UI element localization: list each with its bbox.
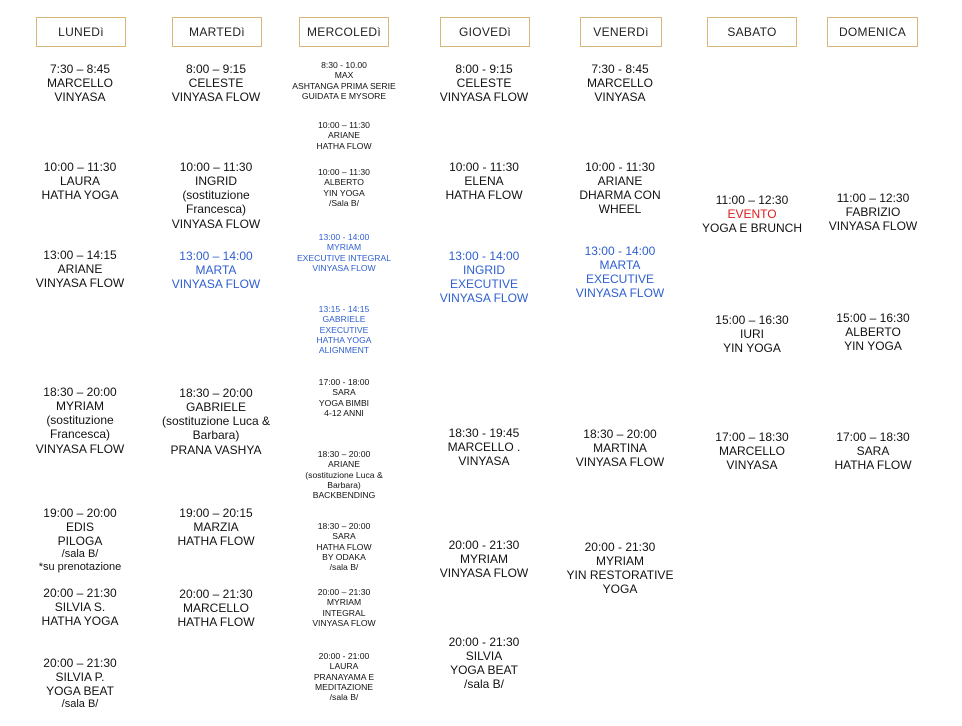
- class-entry: 17:00 – 18:30 MARCELLO VINYASA: [715, 430, 789, 473]
- class-entry: 18:30 – 20:00 ARIANE (sostituzione Luca & Barbara) BACKBENDING: [305, 449, 383, 501]
- class-entry: 7:30 – 8:45 MARCELLO VINYASA: [46, 62, 114, 105]
- class-entry: 10:00 - 11:30 ELENA HATHA FLOW: [445, 160, 523, 203]
- class-entry: 10:00 – 11:30 INGRID (sostituzione Francesca) VINYASA FLOW: [171, 160, 261, 231]
- day-header-venerdi: VENERDì: [580, 17, 662, 47]
- day-header-domenica: DOMENICA: [827, 17, 918, 47]
- day-header-lunedi: LUNEDì: [36, 17, 126, 47]
- class-entry: 10:00 – 11:30 ALBERTO YIN YOGA /Sala B/: [318, 167, 370, 208]
- class-entry: 13:00 – 14:00 MARTA VINYASA FLOW: [171, 249, 261, 292]
- class-entry: 11:00 – 12:30 EVENTO YOGA E BRUNCH: [684, 193, 820, 235]
- class-entry: 18:30 – 20:00 GABRIELE (sostituzione Luca & Barbara) PRANA VASHYA: [161, 386, 271, 457]
- class-entry: 10:00 – 11:30 ARIANE HATHA FLOW: [316, 120, 372, 151]
- class-entry: 18:30 – 20:00 MYRIAM (sostituzione Francesca) VINYASA FLOW: [35, 385, 125, 456]
- class-entry: 13:00 - 14:00 INGRID EXECUTIVE VINYASA FLOW: [439, 249, 529, 306]
- class-entry: 20:00 – 21:30 SILVIA S. HATHA YOGA: [41, 586, 119, 629]
- day-header-giovedi: GIOVEDì: [440, 17, 530, 47]
- day-header-martedi: MARTEDì: [172, 17, 262, 47]
- class-entry: 20:00 - 21:30 MYRIAM VINYASA FLOW: [439, 538, 529, 581]
- class-entry: 19:00 – 20:00 EDIS PILOGA /sala B/ *su prenotazione: [38, 506, 122, 574]
- day-header-mercoledi: MERCOLEDì: [299, 17, 389, 47]
- event-label: EVENTO: [727, 207, 777, 222]
- class-entry: 13:00 - 14:00 MARTA EXECUTIVE VINYASA FLOW: [575, 244, 665, 301]
- class-entry: 20:00 – 21:30 MYRIAM INTEGRAL VINYASA FLOW: [312, 587, 376, 628]
- day-header-sabato: SABATO: [707, 17, 797, 47]
- class-entry: 8:30 - 10.00 MAX ASHTANGA PRIMA SERIE GUIDATA E MYSORE: [292, 60, 396, 101]
- class-entry: 20:00 - 21:30 SILVIA YOGA BEAT /sala B/: [448, 635, 520, 692]
- class-entry: 15:00 – 16:30 ALBERTO YIN YOGA: [836, 311, 910, 354]
- class-entry: 10:00 – 11:30 LAURA HATHA YOGA: [41, 160, 119, 203]
- class-entry: 18:30 – 20:00 SARA HATHA FLOW BY ODAKA /sala B/: [316, 521, 372, 573]
- class-entry: 13:00 - 14:00 MYRIAM EXECUTIVE INTEGRAL VINYASA FLOW: [296, 232, 392, 273]
- class-entry: 13:00 – 14:15 ARIANE VINYASA FLOW: [35, 248, 125, 291]
- class-entry: 11:00 – 12:30 FABRIZIO VINYASA FLOW: [828, 191, 918, 234]
- class-entry: 8:00 – 9:15 CELESTE VINYASA FLOW: [171, 62, 261, 105]
- class-entry: 20:00 - 21:00 LAURA PRANAYAMA E MEDITAZIONE /sala B/: [313, 651, 375, 703]
- class-entry: 17:00 - 18:00 SARA YOGA BIMBI 4-12 ANNI: [318, 377, 370, 418]
- class-entry: 13:15 - 14:15 GABRIELE EXECUTIVE HATHA YOGA ALIGNMENT: [316, 304, 372, 356]
- class-entry: 10:00 - 11:30 ARIANE DHARMA CON WHEEL: [579, 160, 661, 217]
- class-entry: 17:00 – 18:30 SARA HATHA FLOW: [834, 430, 912, 473]
- class-entry: 8:00 - 9:15 CELESTE VINYASA FLOW: [439, 62, 529, 105]
- class-entry: 20:00 – 21:30 MARCELLO HATHA FLOW: [177, 587, 255, 630]
- class-entry: 7:30 - 8:45 MARCELLO VINYASA: [586, 62, 654, 105]
- class-entry: 18:30 – 20:00 MARTINA VINYASA FLOW: [575, 427, 665, 470]
- class-entry: 19:00 – 20:15 MARZIA HATHA FLOW: [177, 506, 255, 549]
- class-entry: 18:30 - 19:45 MARCELLO . VINYASA: [447, 426, 521, 469]
- class-entry: 20:00 - 21:30 MYRIAM YIN RESTORATIVE YOGA: [566, 540, 674, 597]
- class-entry: 20:00 – 21:30 SILVIA P. YOGA BEAT /sala B/: [43, 656, 117, 711]
- class-entry: 15:00 – 16:30 IURI YIN YOGA: [715, 313, 789, 356]
